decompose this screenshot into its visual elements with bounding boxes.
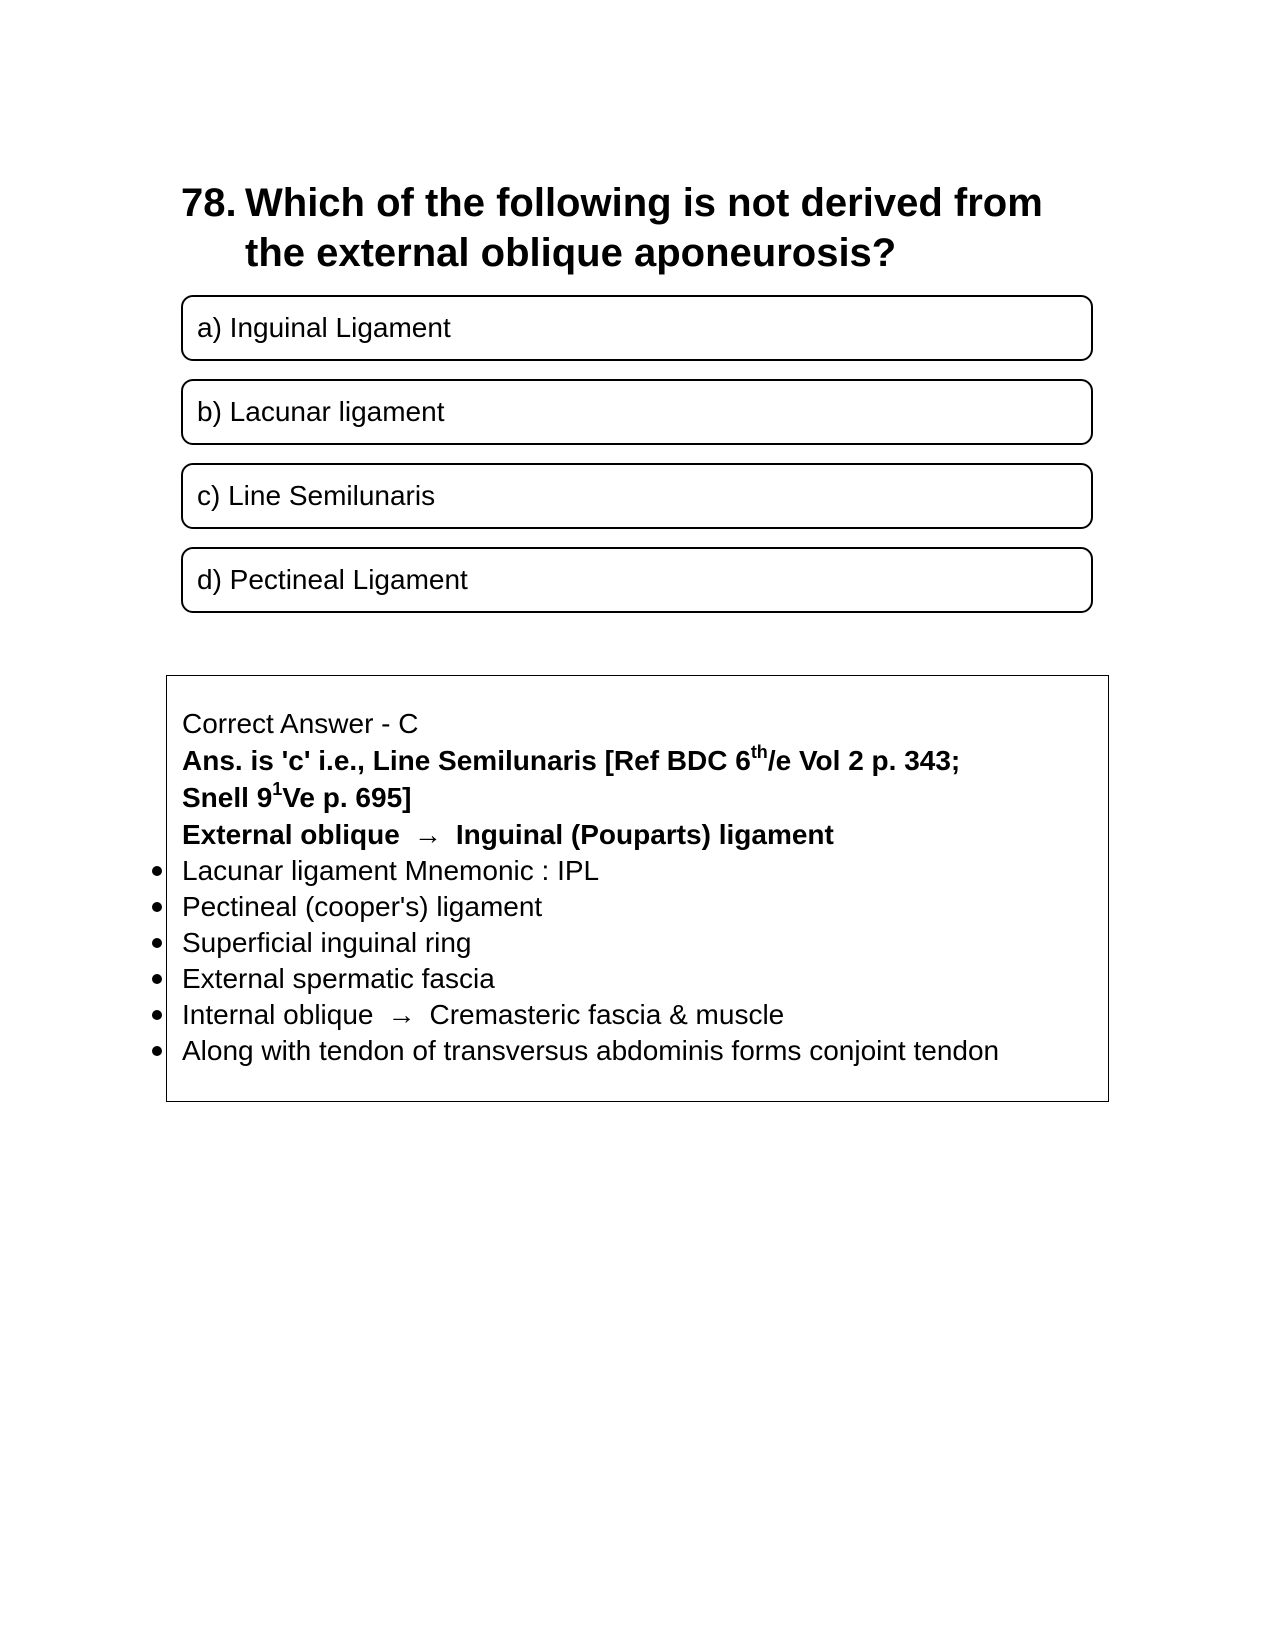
list-item: Lacunar ligament Mnemonic : IPL [182, 853, 1097, 889]
list-item: Pectineal (cooper's) ligament [182, 889, 1097, 925]
reference-line-1 [182, 742, 1097, 779]
derivation-list [182, 853, 1097, 1069]
bullet-icon [152, 974, 162, 984]
question-text: Which of the following is not derived from the external oblique aponeurosis? [245, 181, 1043, 275]
arrow-icon: → [413, 819, 442, 850]
reference-line-2 [182, 779, 1097, 816]
bullet-icon [152, 938, 162, 948]
question-number: 78. [181, 181, 237, 225]
reference-text: Ve p. 695] [282, 782, 412, 813]
bullet-icon [152, 902, 162, 912]
question [181, 178, 1101, 278]
answer-explanation [182, 705, 1097, 1069]
option-b[interactable]: b) Lacunar ligament [181, 379, 1093, 445]
derivation-source: External oblique [182, 819, 400, 850]
reference-superscript: th [750, 741, 768, 762]
arrow-icon: → [387, 999, 416, 1030]
reference-text: /e Vol 2 p. 343; [767, 745, 961, 776]
correct-answer: Correct Answer - C [182, 708, 419, 739]
reference-text: Ans. is 'c' i.e., Line Semilunaris [Ref BDC 6 [182, 745, 751, 776]
list-item [182, 997, 1097, 1033]
internal-oblique-target: Cremasteric fascia & muscle [429, 999, 785, 1030]
option-a[interactable]: a) Inguinal Ligament [181, 295, 1093, 361]
internal-oblique-source: Internal oblique [182, 999, 374, 1030]
bullet-icon [152, 1046, 162, 1056]
derivation-line [182, 816, 1097, 853]
bullet-icon [152, 866, 162, 876]
list-item: External spermatic fascia [182, 961, 1097, 997]
reference-text: Snell 9 [182, 782, 273, 813]
option-d[interactable]: d) Pectineal Ligament [181, 547, 1093, 613]
bullet-icon [152, 1010, 162, 1020]
option-c[interactable]: c) Line Semilunaris [181, 463, 1093, 529]
reference-superscript: 1 [272, 778, 283, 799]
list-item: Along with tendon of transversus abdominis forms conjoint tendon [182, 1033, 1097, 1069]
list-item: Superficial inguinal ring [182, 925, 1097, 961]
derivation-target: Inguinal (Pouparts) ligament [455, 819, 834, 850]
